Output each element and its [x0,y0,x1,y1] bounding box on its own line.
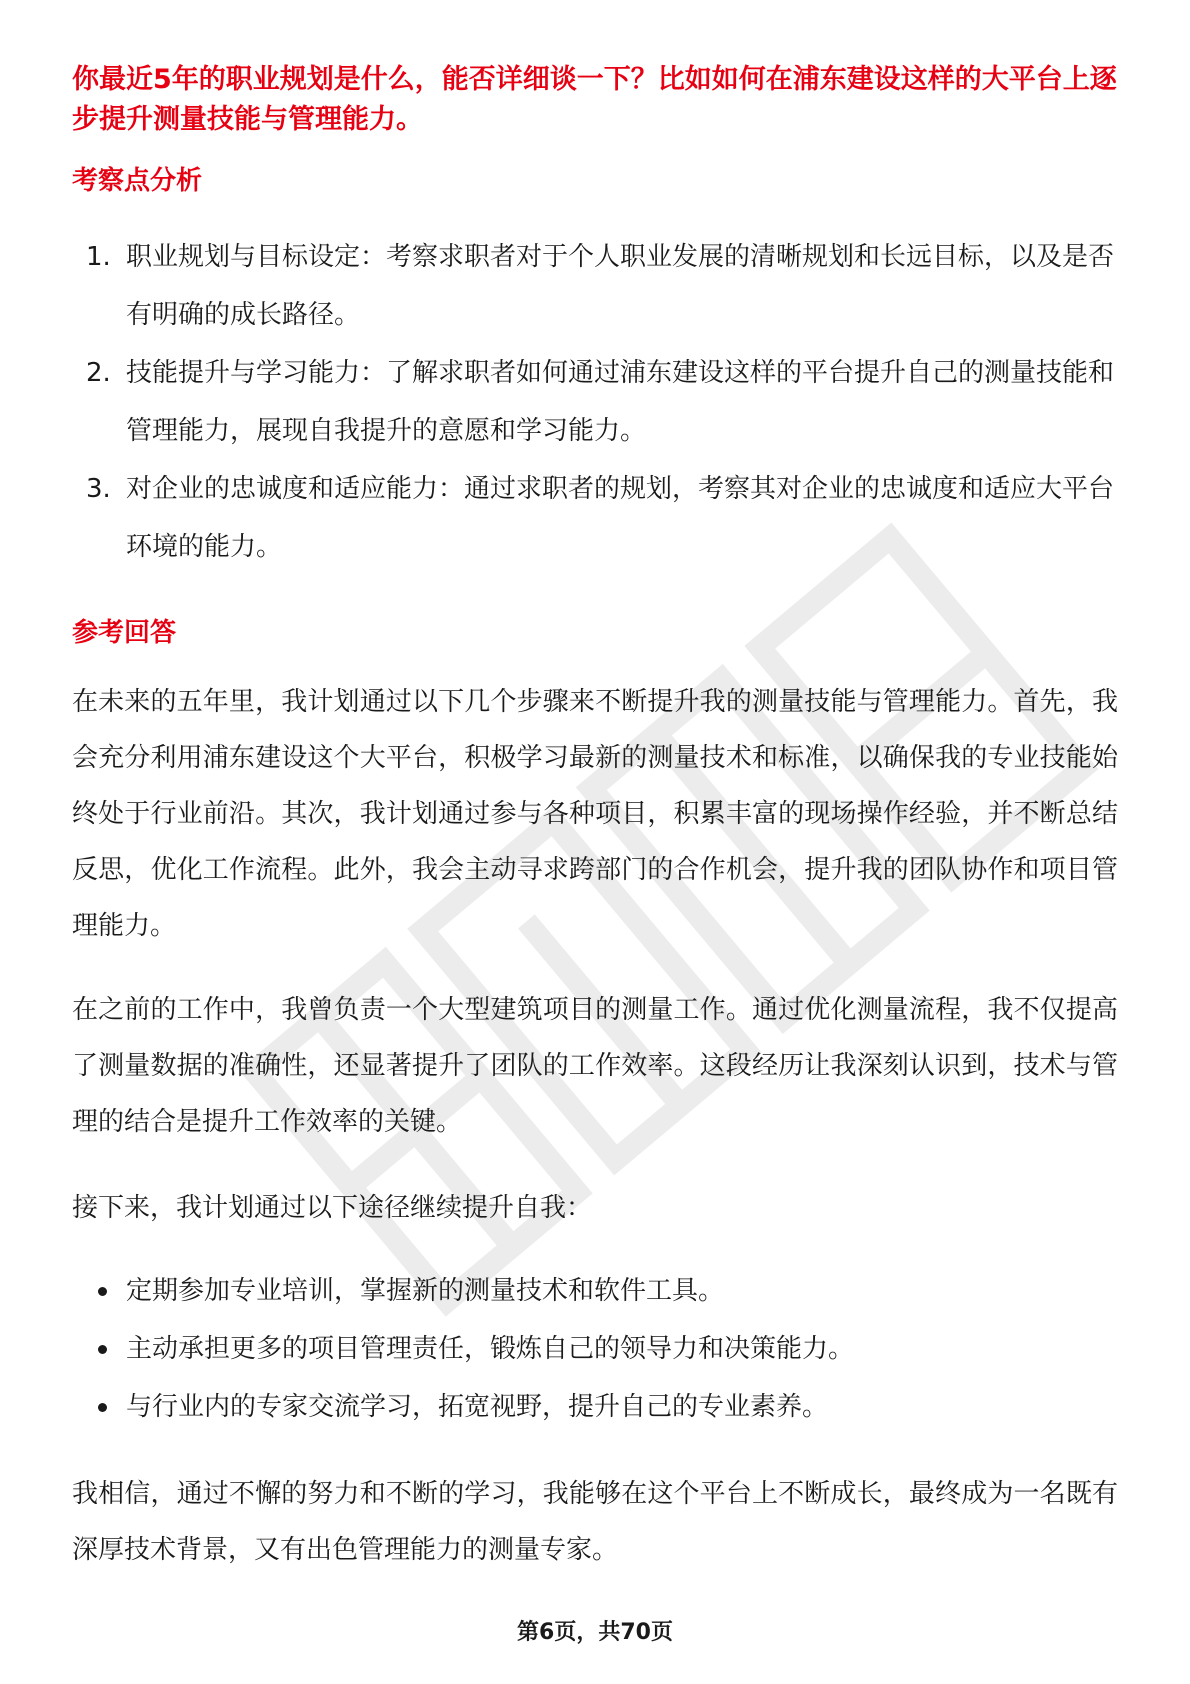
analysis-section-title: 考察点分析 [72,166,203,196]
answer-section-title: 参考回答 [72,618,177,648]
answer-paragraph: 接下来，我计划通过以下途径继续提升自我： [72,1193,593,1223]
analysis-point [72,344,1118,460]
point-text: 职业规划与目标设定：考察求职者对于个人职业发展的清晰规划和长远目标，以及是否有明确的成长路径。 [126,242,1115,330]
analysis-point [72,228,1118,344]
point-number: 3. [86,474,111,504]
bullet-dot-icon [98,1345,107,1354]
bullet-dot-icon [98,1403,107,1412]
analysis-point [72,460,1118,576]
page-number-footer: 第6页，共70页 [517,1620,673,1645]
bullet-dot-icon [98,1287,107,1296]
answer-paragraph: 在之前的工作中，我曾负责一个大型建筑项目的测量工作。通过优化测量流程，我不仅提高了测量数据的准确性，还显著提升了团队的工作效率。这段经历让我深刻认识到，技术与管理的结合是提升工作效率的关键。 [72,995,1118,1137]
bullet-item [72,1320,1118,1378]
answer-paragraph: 在未来的五年里，我计划通过以下几个步骤来不断提升我的测量技能与管理能力。首先，我会充分利用浦东建设这个大平台，积极学习最新的测量技术和标准，以确保我的专业技能始终处于行业前沿。其次，我计划通过参与各种项目，积累丰富的现场操作经验，并不断总结反思，优化工作流程。此外，我会主动寻求跨部门的合作机会，提升我的团队协作和项目管理能力。 [72,687,1118,941]
point-text: 对企业的忠诚度和适应能力：通过求职者的规划，考察其对企业的忠诚度和适应大平台环境的能力。 [126,474,1115,562]
bullet-item [72,1262,1118,1320]
point-text: 技能提升与学习能力：了解求职者如何通过浦东建设这样的平台提升自己的测量技能和管理能力，展现自我提升的意愿和学习能力。 [126,358,1115,446]
bullet-text: 与行业内的专家交流学习，拓宽视野，提升自己的专业素养。 [126,1392,829,1422]
answer-paragraph: 我相信，通过不懈的努力和不断的学习，我能够在这个平台上不断成长，最终成为一名既有深厚技术背景，又有出色管理能力的测量专家。 [72,1479,1118,1565]
question-heading: 你最近5年的职业规划是什么，能否详细谈一下？比如如何在浦东建设这样的大平台上逐步提升测量技能与管理能力。 [72,64,1117,135]
point-number: 1. [86,242,111,272]
bullet-text: 主动承担更多的项目管理责任，锻炼自己的领导力和决策能力。 [126,1334,855,1364]
bullet-item [72,1378,1118,1436]
analysis-points-list [72,228,1118,576]
bullet-text: 定期参加专业培训，掌握新的测量技术和软件工具。 [126,1276,725,1306]
point-number: 2. [86,358,111,388]
document-page [72,60,1118,1578]
answer-bullet-list [72,1262,1118,1436]
